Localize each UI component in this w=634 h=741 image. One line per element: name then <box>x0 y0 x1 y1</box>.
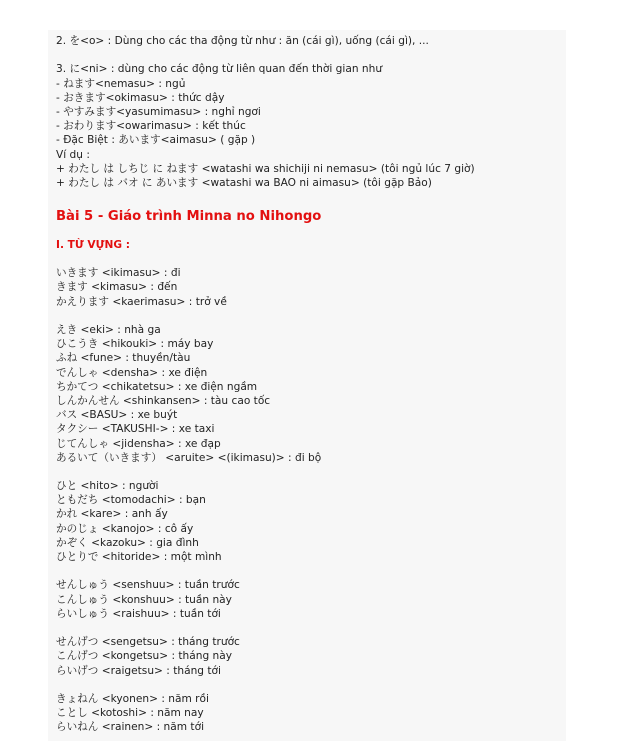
particle-ni-section <box>56 62 561 190</box>
paragraph-gap <box>56 309 561 323</box>
document-content <box>56 34 561 734</box>
paragraph-gap <box>56 564 561 578</box>
vocab-item: ちかてつ <chikatetsu> : xe điện ngầm <box>56 380 258 393</box>
paragraph-gap <box>56 465 561 479</box>
vocab-item: かえります <kaerimasu> : trở về <box>56 295 227 308</box>
vocab-item: せんげつ <sengetsu> : tháng trước <box>56 636 240 649</box>
text-line: + わたし は バオ に あいます <watashi wa BAO ni aimasu> (tôi gặp Bảo) <box>56 176 432 189</box>
vocab-item: ひと <hito> : người <box>56 480 159 493</box>
document-page <box>48 30 566 741</box>
vocab-item: せんしゅう <senshuu> : tuần trước <box>56 579 240 592</box>
vocab-group-transport <box>56 323 561 465</box>
text-line: - やすみます<yasumimasu> : nghỉ ngơi <box>56 105 261 118</box>
vocab-item: らいねん <rainen> : năm tới <box>56 721 205 734</box>
vocab-item: らいげつ <raigetsu> : tháng tới <box>56 664 221 677</box>
vocab-item: こんしゅう <konshuu> : tuần này <box>56 593 232 606</box>
vocab-group-months <box>56 635 561 678</box>
vocab-item: いきます <ikimasu> : đi <box>56 267 181 280</box>
vocab-group-weeks <box>56 578 561 621</box>
vocab-heading: I. TỪ VỰNG : <box>56 239 130 252</box>
text-line: 2. を<o> : Dùng cho các tha động từ như : ăn (cái gì), uống (cái gì), ... <box>56 35 429 47</box>
vocab-item: しんかんせん <shinkansen> : tàu cao tốc <box>56 394 271 407</box>
vocab-item: ひこうき <hikouki> : máy bay <box>56 338 214 351</box>
vocab-item: タクシー <TAKUSHI-> : xe taxi <box>56 423 215 436</box>
vocab-group-verbs <box>56 266 561 309</box>
lesson-title: Bài 5 - Giáo trình Minna no Nihongo <box>56 209 322 225</box>
vocab-item: あるいて（いきます） <aruite> <(ikimasu)> : đi bộ <box>56 451 322 464</box>
vocab-item: かれ <kare> : anh ấy <box>56 508 168 521</box>
paragraph-gap <box>56 678 561 692</box>
vocab-item: でんしゃ <densha> : xe điện <box>56 366 208 379</box>
vocab-item: ともだち <tomodachi> : bạn <box>56 494 206 507</box>
vocab-item: ことし <kotoshi> : năm nay <box>56 707 204 720</box>
text-line: 3. に<ni> : dùng cho các động từ liên quan đến thời gian như <box>56 63 383 76</box>
paragraph-gap <box>56 621 561 635</box>
vocab-item: らいしゅう <raishuu> : tuần tới <box>56 607 221 620</box>
text-line: - おわります<owarimasu> : kết thúc <box>56 120 246 133</box>
text-line: Ví dụ : <box>56 148 90 161</box>
vocab-item: きょねん <kyonen> : năm rồi <box>56 692 209 705</box>
vocab-item: こんげつ <kongetsu> : tháng này <box>56 650 233 663</box>
vocab-item: かぞく <kazoku> : gia đình <box>56 536 199 549</box>
vocab-item: バス <BASU> : xe buýt <box>56 409 178 422</box>
vocab-item: じてんしゃ <jidensha> : xe đạp <box>56 437 221 450</box>
text-line: + わたし は しちじ に ねます <watashi wa shichiji ni nemasu> (tôi ngủ lúc 7 giờ) <box>56 162 475 175</box>
paragraph-gap <box>56 48 561 62</box>
vocab-item: ふね <fune> : thuyền/tàu <box>56 352 191 365</box>
vocab-item: えき <eki> : nhà ga <box>56 324 161 336</box>
vocab-item: きます <kimasu> : đến <box>56 281 178 294</box>
text-line: - ねます<nemasu> : ngủ <box>56 77 186 90</box>
vocab-group-people <box>56 479 561 564</box>
text-line: - おきます<okimasu> : thức dậy <box>56 91 225 104</box>
text-line: - Đặc Biệt : あいます<aimasu> ( gặp ) <box>56 134 256 147</box>
vocab-group-years <box>56 692 561 735</box>
vocab-item: かのじょ <kanojo> : cô ấy <box>56 522 194 535</box>
vocab-item: ひとりで <hitoride> : một mình <box>56 551 222 563</box>
